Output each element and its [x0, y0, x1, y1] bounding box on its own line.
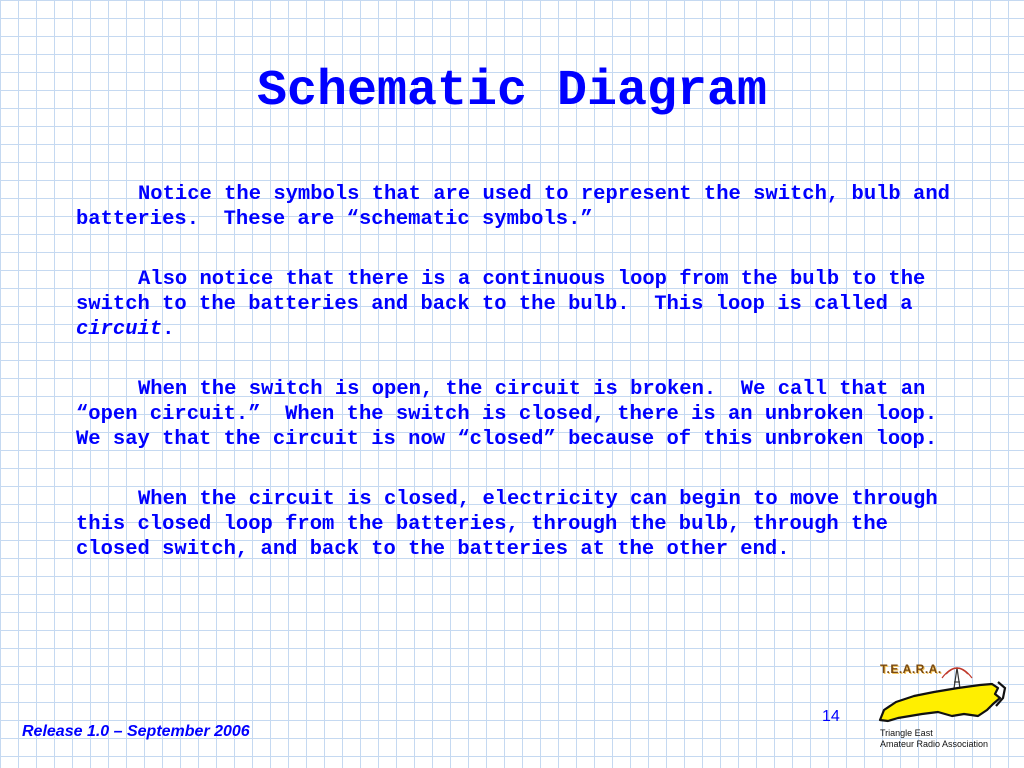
teara-logo — [874, 658, 1010, 754]
paragraph-open-closed — [76, 377, 962, 452]
paragraph-electricity-flow — [76, 487, 956, 562]
paragraph-text: Also notice that there is a continuous loop from the bulb to the switch to the batteries and back to the bulb. This loop is called a — [76, 268, 938, 316]
paragraph-text: When the switch is open, the circuit is broken. We call that an “open circuit.” When the switch is closed, there is an unbroken loop. We say that the circuit is now “closed” because of this unbroken loop. — [76, 378, 962, 451]
circuit-term: circuit — [76, 318, 163, 341]
logo-caption-line1: Triangle East — [880, 728, 933, 738]
paragraph-text-end: . — [162, 318, 175, 341]
paragraph-text: Notice the symbols that are used to represent the switch, bulb and batteries. These are “schematic symbols.” — [76, 183, 963, 231]
logo-caption — [880, 728, 1008, 750]
logo-acronym: T.E.A.R.A. — [880, 662, 942, 676]
north-carolina-shape — [880, 684, 1000, 721]
outer-banks-shape — [996, 682, 1005, 706]
slide-title: Schematic Diagram — [256, 63, 768, 120]
paragraph-text: When the circuit is closed, electricity can begin to move through this closed loop from the batteries, through the bulb, through the closed switch, and back to the batteries at the other end. — [76, 488, 950, 561]
paragraph-circuit-loop — [76, 267, 956, 342]
logo-caption-line2: Amateur Radio Association — [880, 739, 989, 749]
page-number: 14 — [822, 708, 840, 725]
paragraph-schematic-symbols — [76, 182, 963, 232]
slide-body — [76, 182, 963, 597]
release-footer: Release 1.0 – September 2006 — [22, 723, 250, 740]
